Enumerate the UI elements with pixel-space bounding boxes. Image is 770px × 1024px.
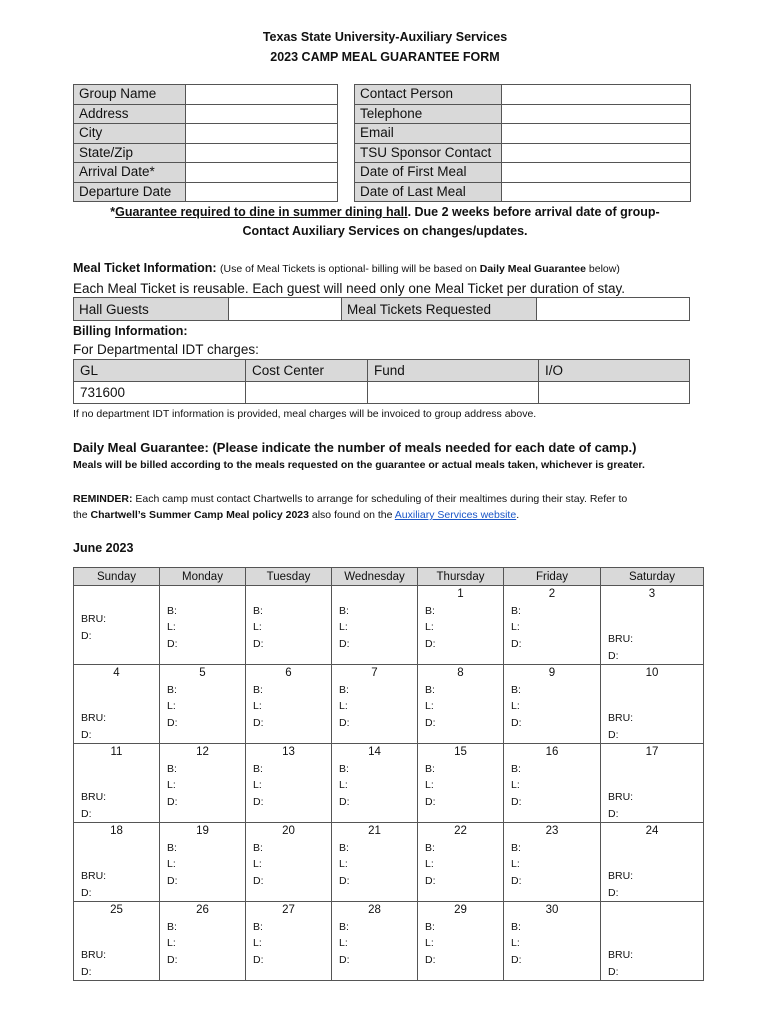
calendar-day-cell[interactable] bbox=[601, 902, 704, 981]
date-of-first-meal-label: Date of First Meal bbox=[355, 163, 502, 183]
brunch-label: BRU: bbox=[608, 791, 634, 803]
billing-table bbox=[73, 359, 690, 404]
date-of-last-meal-label: Date of Last Meal bbox=[355, 182, 502, 202]
calendar-day-cell[interactable] bbox=[332, 586, 418, 665]
day-number: 8 bbox=[457, 667, 464, 679]
dinner-label: D: bbox=[608, 729, 619, 741]
lunch-label: L: bbox=[167, 937, 176, 949]
lunch-label: L: bbox=[339, 700, 348, 712]
breakfast-label: B: bbox=[339, 605, 349, 617]
day-number: 10 bbox=[645, 667, 659, 679]
dinner-label: D: bbox=[167, 954, 178, 966]
city-label: City bbox=[74, 124, 186, 144]
day-number: 12 bbox=[196, 746, 209, 758]
dinner-label: D: bbox=[167, 638, 178, 650]
cost-center-header: Cost Center bbox=[246, 360, 368, 382]
breakfast-label: B: bbox=[339, 763, 349, 775]
dinner-label: D: bbox=[339, 875, 350, 887]
contact-updates-text: Contact Auxiliary Services on changes/updates. bbox=[242, 224, 528, 238]
arrival-date-label: Arrival Date* bbox=[74, 163, 186, 183]
breakfast-label: B: bbox=[425, 684, 435, 696]
calendar-day-cell[interactable] bbox=[74, 744, 160, 823]
reminder-text-end: . bbox=[516, 509, 520, 521]
dinner-label: D: bbox=[253, 954, 264, 966]
brunch-label: BRU: bbox=[81, 870, 107, 882]
calendar-day-cell[interactable] bbox=[601, 665, 704, 744]
breakfast-label: B: bbox=[511, 921, 521, 933]
day-number: 19 bbox=[196, 825, 209, 837]
form-title: 2023 CAMP MEAL GUARANTEE FORM bbox=[270, 50, 500, 64]
meal-ticket-note-post: below) bbox=[585, 263, 620, 275]
breakfast-label: B: bbox=[167, 842, 177, 854]
breakfast-label: B: bbox=[339, 842, 349, 854]
calendar-day-cell[interactable] bbox=[504, 665, 601, 744]
day-number: 30 bbox=[545, 904, 559, 916]
meal-ticket-table bbox=[73, 297, 690, 321]
tickets-requested-field[interactable] bbox=[537, 298, 690, 321]
gl-value[interactable]: 731600 bbox=[74, 382, 246, 404]
brunch-label: BRU: bbox=[608, 633, 634, 645]
dinner-label: D: bbox=[81, 887, 92, 899]
day-number: 16 bbox=[545, 746, 559, 758]
calendar-day-cell[interactable] bbox=[504, 744, 601, 823]
lunch-label: L: bbox=[167, 779, 176, 791]
calendar-day-cell[interactable] bbox=[504, 902, 601, 981]
lunch-label: L: bbox=[511, 621, 520, 633]
calendar-day-cell[interactable] bbox=[504, 823, 601, 902]
day-number: 18 bbox=[110, 825, 123, 837]
day-number: 13 bbox=[282, 746, 295, 758]
contact-person-field[interactable] bbox=[502, 85, 691, 105]
dinner-label: D: bbox=[608, 966, 619, 978]
day-number: 23 bbox=[545, 825, 559, 837]
breakfast-label: B: bbox=[425, 842, 435, 854]
day-number: 6 bbox=[285, 667, 292, 679]
state-zip-label: State/Zip bbox=[74, 143, 186, 163]
calendar-day-cell[interactable] bbox=[160, 902, 246, 981]
day-number: 9 bbox=[548, 667, 556, 679]
lunch-label: L: bbox=[511, 700, 520, 712]
email-label: Email bbox=[355, 124, 502, 144]
dinner-label: D: bbox=[167, 717, 178, 729]
day-number: 5 bbox=[199, 667, 206, 679]
date-of-first-meal-field[interactable] bbox=[502, 163, 691, 183]
calendar-month: June 2023 bbox=[73, 541, 134, 555]
breakfast-label: B: bbox=[253, 684, 263, 696]
meal-ticket-heading-row bbox=[73, 261, 620, 275]
telephone-label: Telephone bbox=[355, 104, 502, 124]
guarantee-note bbox=[0, 205, 770, 219]
breakfast-label: B: bbox=[425, 605, 435, 617]
lunch-label: L: bbox=[511, 937, 520, 949]
calendar-day-cell[interactable] bbox=[246, 902, 332, 981]
breakfast-label: B: bbox=[511, 763, 521, 775]
day-number: 3 bbox=[648, 588, 656, 600]
dinner-label: D: bbox=[511, 796, 522, 808]
dinner-label: D: bbox=[81, 966, 92, 978]
address-label: Address bbox=[74, 104, 186, 124]
breakfast-label: B: bbox=[253, 763, 263, 775]
breakfast-label: B: bbox=[253, 921, 263, 933]
brunch-label: BRU: bbox=[608, 949, 634, 961]
contact-info-table bbox=[354, 84, 691, 202]
day-number: 17 bbox=[645, 746, 659, 758]
day-header-monday: Monday bbox=[160, 568, 246, 586]
asterisk: * bbox=[110, 205, 116, 219]
dinner-label: D: bbox=[81, 808, 92, 820]
day-number: 2 bbox=[548, 588, 556, 600]
hall-guests-field[interactable] bbox=[229, 298, 342, 321]
daily-guarantee-heading bbox=[73, 440, 637, 455]
day-number: 25 bbox=[110, 904, 123, 916]
lunch-label: L: bbox=[425, 858, 434, 870]
calendar-day-cell[interactable] bbox=[332, 744, 418, 823]
form-institution: Texas State University-Auxiliary Services bbox=[262, 30, 508, 44]
calendar-day-cell[interactable] bbox=[160, 665, 246, 744]
day-number: 7 bbox=[371, 667, 378, 679]
day-number: 11 bbox=[110, 746, 123, 758]
breakfast-label: B: bbox=[339, 921, 349, 933]
city-field[interactable] bbox=[186, 124, 338, 144]
hall-guests-label: Hall Guests bbox=[74, 298, 229, 321]
breakfast-label: B: bbox=[253, 605, 263, 617]
dinner-label: D: bbox=[425, 717, 436, 729]
lunch-label: L: bbox=[339, 621, 348, 633]
guarantee-required-text: Guarantee required to dine in summer dining hall bbox=[115, 205, 408, 219]
meal-ticket-heading: Meal Ticket Information: bbox=[73, 261, 217, 275]
group-name-label: Group Name bbox=[74, 85, 186, 105]
calendar-day-cell[interactable] bbox=[160, 823, 246, 902]
calendar-day-cell[interactable] bbox=[418, 665, 504, 744]
calendar-day-cell[interactable] bbox=[418, 823, 504, 902]
day-number: 1 bbox=[457, 588, 464, 600]
brunch-label: BRU: bbox=[81, 949, 107, 961]
calendar-day-cell[interactable] bbox=[246, 665, 332, 744]
day-number: 27 bbox=[282, 904, 295, 916]
lunch-label: L: bbox=[253, 621, 262, 633]
dinner-label: D: bbox=[608, 887, 619, 899]
brunch-label: BRU: bbox=[81, 791, 107, 803]
day-number: 26 bbox=[196, 904, 209, 916]
calendar-day-cell[interactable] bbox=[160, 744, 246, 823]
email-field[interactable] bbox=[502, 124, 691, 144]
breakfast-label: B: bbox=[253, 842, 263, 854]
billing-note: If no department IDT information is provided, meal charges will be invoiced to group address above. bbox=[73, 408, 537, 420]
lunch-label: L: bbox=[167, 621, 176, 633]
daily-guarantee-instruction: : (Please indicate the number of meals needed for each date of camp.) bbox=[204, 440, 637, 455]
reminder-text-mid: also found on the bbox=[308, 509, 395, 521]
calendar-day-cell[interactable] bbox=[74, 665, 160, 744]
fund-field[interactable] bbox=[368, 382, 539, 404]
dinner-label: D: bbox=[253, 717, 264, 729]
breakfast-label: B: bbox=[339, 684, 349, 696]
breakfast-label: B: bbox=[425, 921, 435, 933]
breakfast-label: B: bbox=[511, 605, 521, 617]
calendar-day-cell[interactable] bbox=[74, 586, 160, 665]
daily-guarantee-label: Daily Meal Guarantee bbox=[73, 440, 205, 455]
calendar-day-cell[interactable] bbox=[504, 586, 601, 665]
meal-ticket-reusable-text: Each Meal Ticket is reusable. Each guest will need only one Meal Ticket per duration of stay. bbox=[73, 281, 626, 296]
day-number: 22 bbox=[454, 825, 467, 837]
dinner-label: D: bbox=[425, 796, 436, 808]
lunch-label: L: bbox=[339, 937, 348, 949]
dinner-label: D: bbox=[511, 717, 522, 729]
day-number: 4 bbox=[113, 667, 120, 679]
state-zip-field[interactable] bbox=[186, 143, 338, 163]
day-header-friday: Friday bbox=[504, 568, 601, 586]
dinner-label: D: bbox=[339, 717, 350, 729]
calendar-day-cell[interactable] bbox=[246, 823, 332, 902]
group-info-table bbox=[73, 84, 338, 202]
dinner-label: D: bbox=[425, 875, 436, 887]
calendar-day-cell[interactable] bbox=[418, 744, 504, 823]
billing-heading: Billing Information: bbox=[73, 324, 188, 338]
day-number: 28 bbox=[368, 904, 381, 916]
dinner-label: D: bbox=[608, 808, 619, 820]
calendar-day-cell[interactable] bbox=[601, 823, 704, 902]
breakfast-label: B: bbox=[167, 763, 177, 775]
arrival-date-field[interactable] bbox=[186, 163, 338, 183]
calendar-day-cell[interactable] bbox=[74, 902, 160, 981]
brunch-label: BRU: bbox=[608, 712, 634, 724]
dinner-label: D: bbox=[425, 954, 436, 966]
billing-subheading: For Departmental IDT charges: bbox=[73, 342, 259, 357]
calendar-day-cell[interactable] bbox=[601, 586, 704, 665]
reminder-label: REMINDER: bbox=[73, 493, 133, 505]
dinner-label: D: bbox=[511, 875, 522, 887]
lunch-label: L: bbox=[425, 937, 434, 949]
dinner-label: D: bbox=[81, 729, 92, 741]
brunch-label: BRU: bbox=[608, 870, 634, 882]
dinner-label: D: bbox=[339, 796, 350, 808]
calendar-day-cell[interactable] bbox=[332, 665, 418, 744]
breakfast-label: B: bbox=[425, 763, 435, 775]
day-number: 15 bbox=[454, 746, 467, 758]
dinner-label: D: bbox=[253, 875, 264, 887]
io-field[interactable] bbox=[539, 382, 690, 404]
breakfast-label: B: bbox=[167, 921, 177, 933]
lunch-label: L: bbox=[167, 858, 176, 870]
lunch-label: L: bbox=[425, 621, 434, 633]
day-header-wednesday: Wednesday bbox=[332, 568, 418, 586]
lunch-label: L: bbox=[253, 779, 262, 791]
departure-date-field[interactable] bbox=[186, 182, 338, 202]
auxiliary-services-link[interactable]: Auxiliary Services website bbox=[394, 509, 517, 521]
day-header-thursday: Thursday bbox=[418, 568, 504, 586]
calendar-day-cell[interactable] bbox=[160, 586, 246, 665]
day-number: 14 bbox=[368, 746, 381, 758]
calendar-day-cell[interactable] bbox=[332, 823, 418, 902]
meal-ticket-note-pre: (Use of Meal Tickets is optional- billing will be based on bbox=[220, 263, 480, 275]
day-number: 24 bbox=[645, 825, 659, 837]
telephone-field[interactable] bbox=[502, 104, 691, 124]
group-name-field[interactable] bbox=[186, 85, 338, 105]
reminder-text-pre: the bbox=[73, 509, 91, 521]
dinner-label: D: bbox=[81, 630, 92, 642]
breakfast-label: B: bbox=[167, 684, 177, 696]
calendar-day-cell[interactable] bbox=[246, 744, 332, 823]
calendar-day-cell[interactable] bbox=[418, 902, 504, 981]
dinner-label: D: bbox=[425, 638, 436, 650]
dinner-label: D: bbox=[608, 650, 619, 662]
dinner-label: D: bbox=[339, 638, 350, 650]
cost-center-field[interactable] bbox=[246, 382, 368, 404]
breakfast-label: B: bbox=[511, 842, 521, 854]
dinner-label: D: bbox=[167, 796, 178, 808]
calendar-day-cell[interactable] bbox=[601, 744, 704, 823]
daily-guarantee-subline: Meals will be billed according to the meals requested on the guarantee or actual meals taken, whichever is greater. bbox=[73, 459, 645, 471]
lunch-label: L: bbox=[253, 700, 262, 712]
day-header-tuesday: Tuesday bbox=[246, 568, 332, 586]
lunch-label: L: bbox=[511, 858, 520, 870]
guarantee-due-text: . Due 2 weeks before arrival date of group- bbox=[407, 205, 660, 219]
meal-ticket-note bbox=[220, 263, 620, 275]
lunch-label: L: bbox=[339, 779, 348, 791]
reminder-line-2 bbox=[73, 509, 519, 521]
brunch-label: BRU: bbox=[81, 712, 107, 724]
reminder-text: Each camp must contact Chartwells to arrange for scheduling of their mealtimes during their stay. Refer to bbox=[132, 493, 628, 505]
calendar-day-cell[interactable] bbox=[418, 586, 504, 665]
departure-date-label: Departure Date bbox=[74, 182, 186, 202]
calendar-day-cell[interactable] bbox=[332, 902, 418, 981]
calendar-day-cell[interactable] bbox=[246, 586, 332, 665]
tickets-requested-label: Meal Tickets Requested bbox=[342, 298, 537, 321]
breakfast-label: B: bbox=[511, 684, 521, 696]
calendar-day-cell[interactable] bbox=[74, 823, 160, 902]
dinner-label: D: bbox=[511, 638, 522, 650]
reminder-line-1 bbox=[73, 493, 627, 505]
day-header-sunday: Sunday bbox=[74, 568, 160, 586]
day-number: 29 bbox=[454, 904, 467, 916]
policy-name: Chartwell’s Summer Camp Meal policy 2023 bbox=[90, 509, 309, 521]
lunch-label: L: bbox=[425, 779, 434, 791]
calendar-table bbox=[73, 567, 704, 981]
dinner-label: D: bbox=[253, 796, 264, 808]
day-number: 20 bbox=[282, 825, 295, 837]
dinner-label: D: bbox=[511, 954, 522, 966]
lunch-label: L: bbox=[511, 779, 520, 791]
lunch-label: L: bbox=[425, 700, 434, 712]
tsu-sponsor-contact-field[interactable] bbox=[502, 143, 691, 163]
lunch-label: L: bbox=[253, 858, 262, 870]
dinner-label: D: bbox=[167, 875, 178, 887]
lunch-label: L: bbox=[167, 700, 176, 712]
breakfast-label: B: bbox=[167, 605, 177, 617]
gl-header: GL bbox=[74, 360, 246, 382]
dinner-label: D: bbox=[253, 638, 264, 650]
lunch-label: L: bbox=[253, 937, 262, 949]
day-number: 21 bbox=[368, 825, 381, 837]
tsu-sponsor-contact-label: TSU Sponsor Contact bbox=[355, 143, 502, 163]
brunch-label: BRU: bbox=[81, 613, 107, 625]
date-of-last-meal-field[interactable] bbox=[502, 182, 691, 202]
fund-header: Fund bbox=[368, 360, 539, 382]
lunch-label: L: bbox=[339, 858, 348, 870]
meal-ticket-note-bold: Daily Meal Guarantee bbox=[479, 263, 586, 275]
dinner-label: D: bbox=[339, 954, 350, 966]
contact-person-label: Contact Person bbox=[355, 85, 502, 105]
day-header-saturday: Saturday bbox=[601, 568, 704, 586]
address-field[interactable] bbox=[186, 104, 338, 124]
io-header: I/O bbox=[539, 360, 690, 382]
